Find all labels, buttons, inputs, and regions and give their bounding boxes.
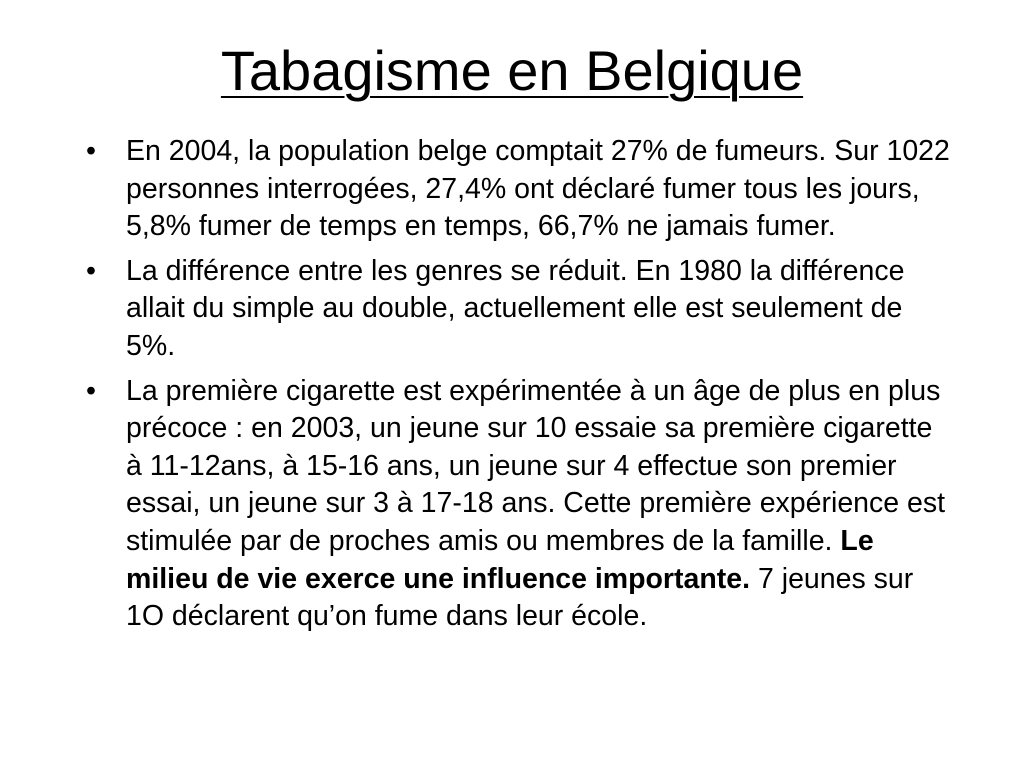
bullet-text: 7 jeunes sur 1O déclarent qu’on fume dans leur école. — [126, 562, 914, 633]
bullet-item-2 — [86, 253, 956, 366]
bullet-text: La différence entre les genres se réduit. En 1980 la différence allait du simple au double, actuellement elle est seulement de 5%. — [126, 254, 905, 362]
bullet-item-1 — [86, 133, 956, 246]
bullet-point-icon: • — [86, 254, 96, 287]
bullet-text-emphasis: Le milieu de vie exerce une influence importante. — [126, 524, 874, 595]
bullet-text: En 2004, la population belge comptait 27% de fumeurs. Sur 1022 personnes interrogées, 27,4% ont déclaré fumer tous les jours, 5,8% fumer de temps en temps, 66,7% ne jamais fumer. — [126, 135, 950, 243]
bullet-point-icon: • — [86, 374, 96, 407]
bullet-list — [86, 133, 956, 643]
bullet-text: La première cigarette est expérimentée à un âge de plus en plus précoce : en 2003, un jeune sur 10 essaie sa première cigarette à 11-12ans, à 15-16 ans, un jeune sur 4 effectue son premier essai, un jeune sur 3 à 17-18 ans. Cette première expérience est stimulée par de proches amis ou membres de la famille. — [126, 374, 946, 557]
bullet-point-icon: • — [86, 135, 96, 167]
slide-title: Tabagisme en Belgique — [220, 39, 804, 102]
bullet-item-3 — [86, 373, 956, 636]
